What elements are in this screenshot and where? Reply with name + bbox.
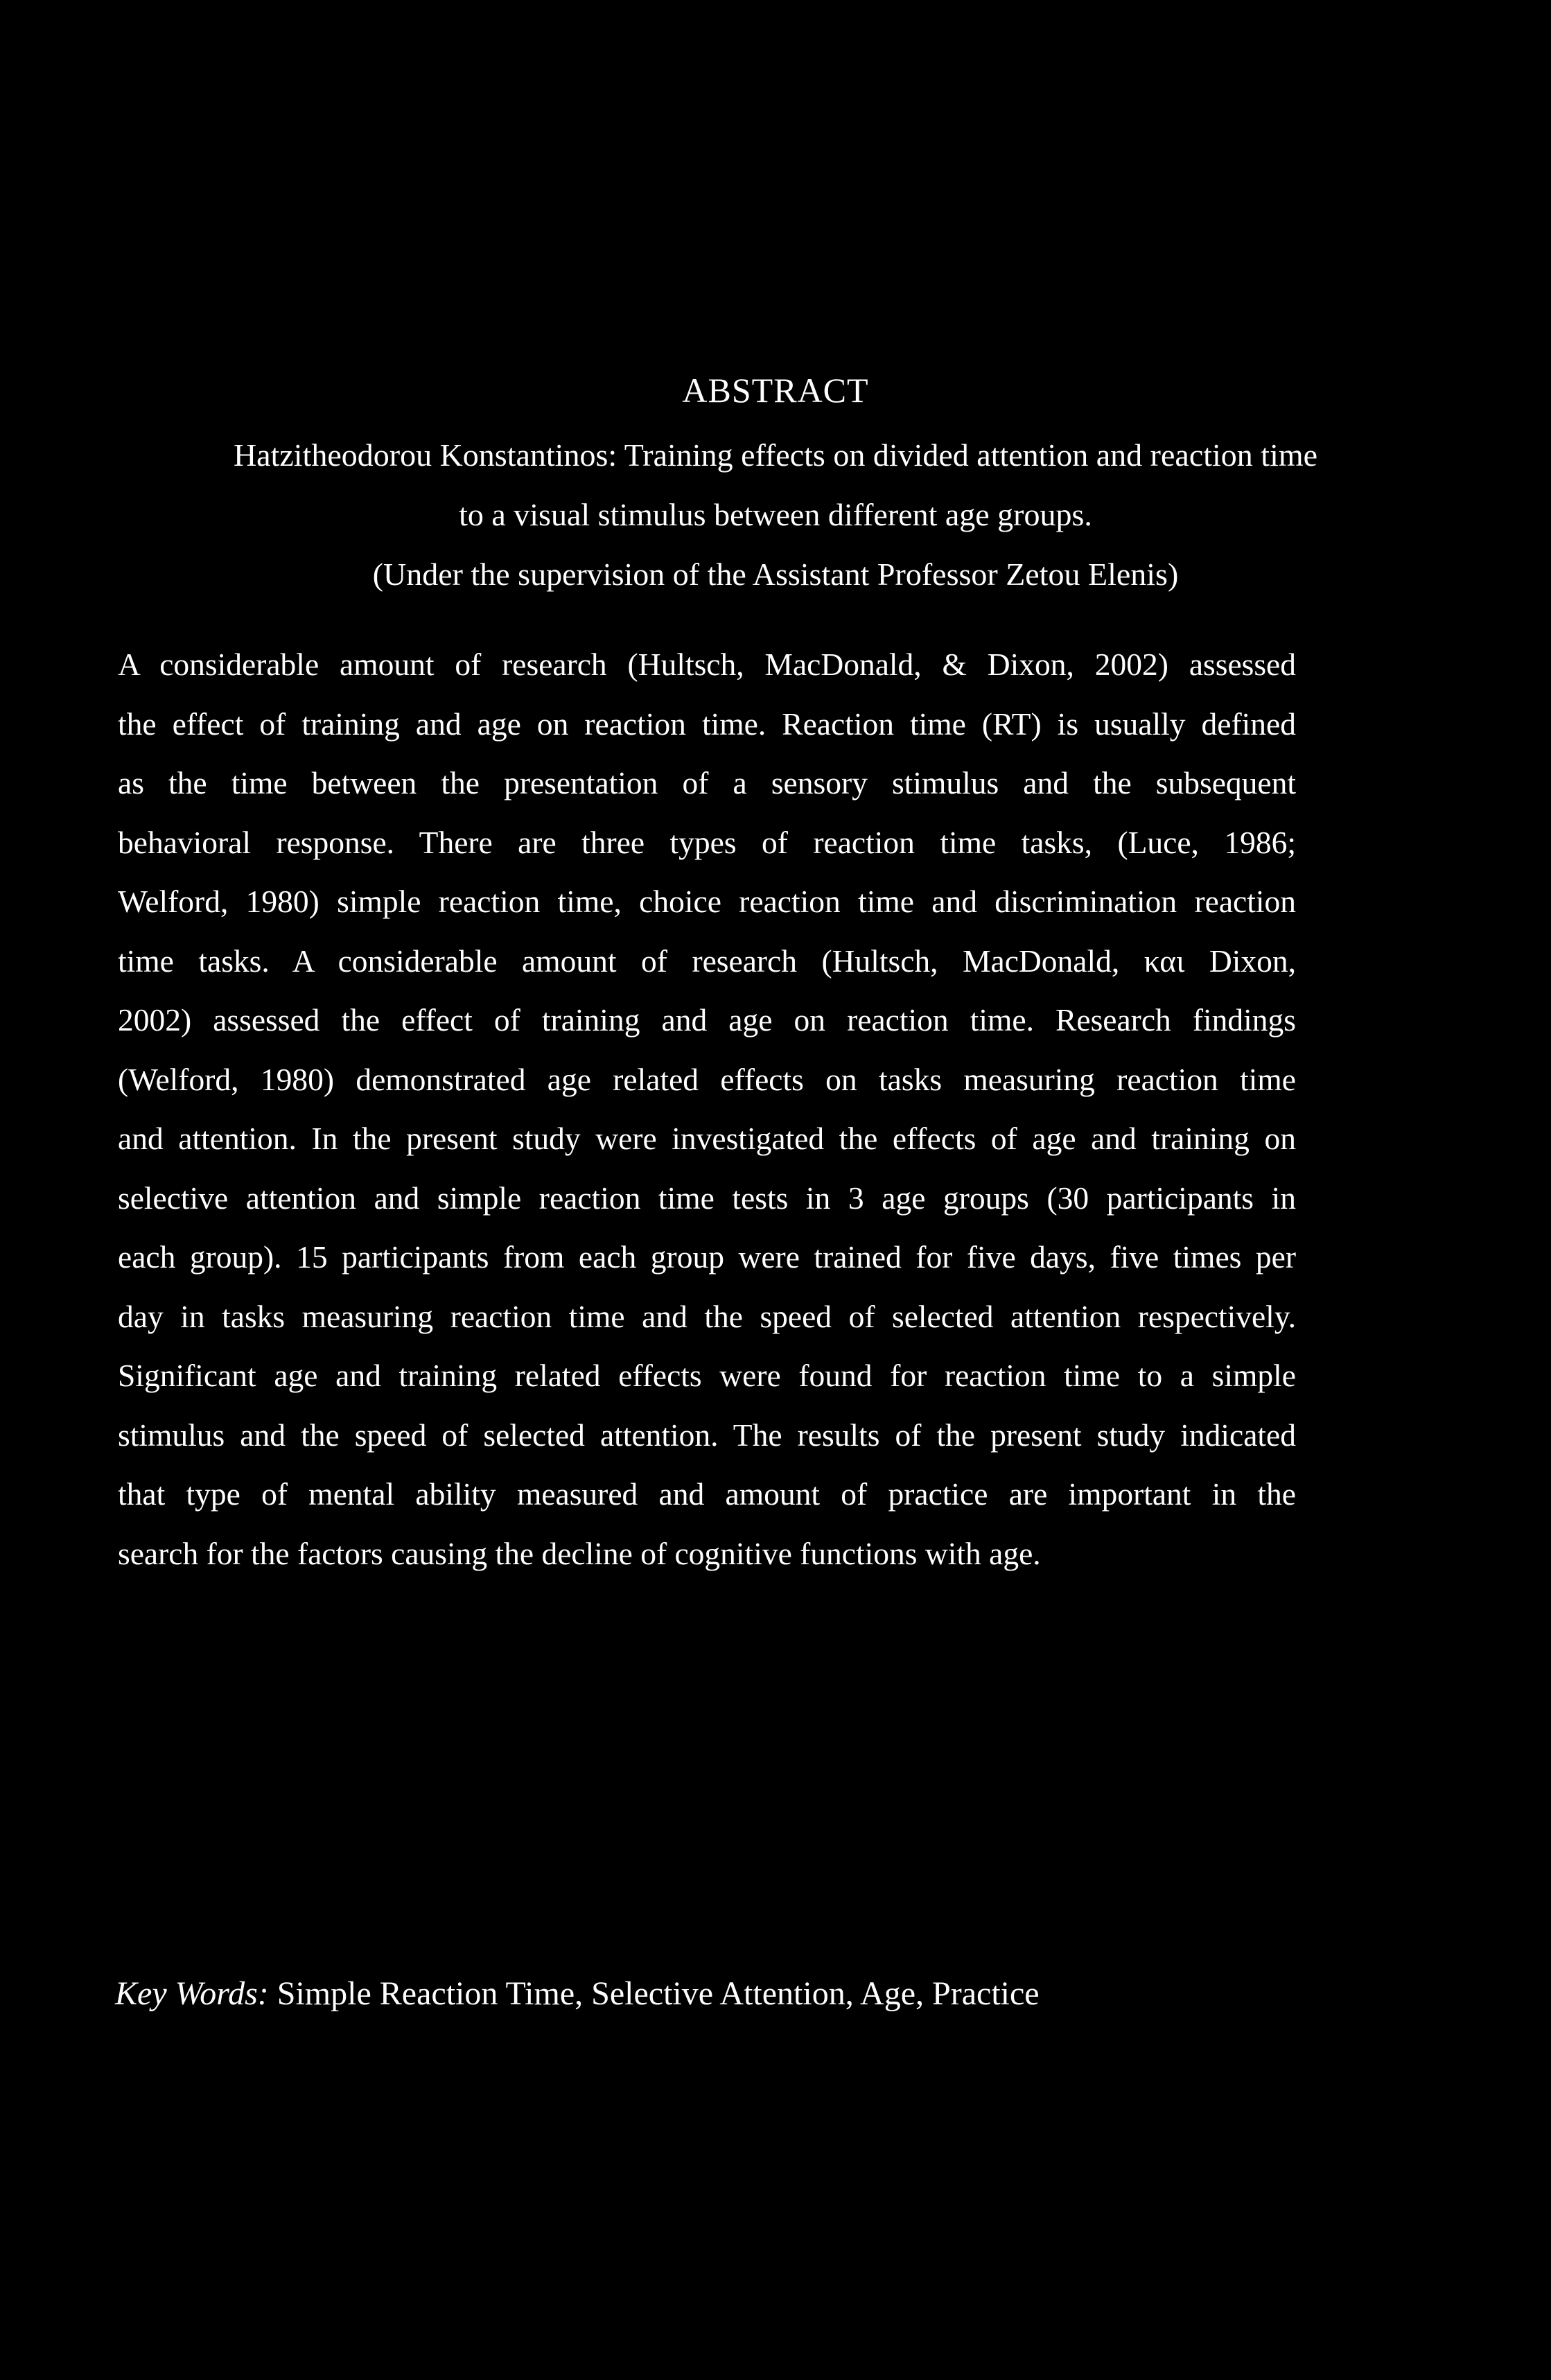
abstract-body-line: 2002) assessed the effect of training and age on reaction time. Research findings [118, 1002, 1296, 1038]
thesis-title-block [83, 426, 1468, 604]
supervision-line: (Under the supervision of the Assistant Professor Zetou Elenis) [372, 557, 1179, 592]
thesis-title-line-1: Hatzitheodorou Konstantinos: Training effects on divided attention and reaction time [233, 437, 1318, 473]
keywords-label: Key Words: [115, 1975, 269, 2012]
abstract-body-line: stimulus and the speed of selected attention. The results of the present study indicated [118, 1417, 1296, 1453]
abstract-body-line: selective attention and simple reaction time tests in 3 age groups (30 participants in [118, 1180, 1296, 1216]
abstract-body-line: time tasks. A considerable amount of research (Hultsch, MacDonald, και Dixon, [118, 943, 1296, 979]
abstract-body-line: A considerable amount of research (Hultsch, MacDonald, & Dixon, 2002) assessed [118, 647, 1296, 682]
keywords-line [115, 1970, 1040, 2018]
abstract-body-line: that type of mental ability measured and amount of practice are important in the [118, 1476, 1296, 1512]
abstract-body-line: and attention. In the present study were investigated the effects of age and training on [118, 1121, 1296, 1156]
thesis-title-line-2: to a visual stimulus between different age groups. [459, 497, 1092, 532]
abstract-body-line: search for the factors causing the decline of cognitive functions with age. [118, 1535, 1041, 1571]
abstract-body-line: (Welford, 1980) demonstrated age related effects on tasks measuring reaction time [118, 1061, 1296, 1097]
abstract-heading: ABSTRACT [682, 371, 869, 410]
abstract-body-line: Significant age and training related effects were found for reaction time to a simple [118, 1358, 1296, 1393]
abstract-body-line: behavioral response. There are three types of reaction time tasks, (Luce, 1986; [118, 824, 1296, 860]
abstract-body-line: Welford, 1980) simple reaction time, choice reaction time and discrimination reaction [118, 884, 1296, 919]
abstract-body [118, 635, 1296, 1583]
abstract-body-line: as the time between the presentation of a sensory stimulus and the subsequent [118, 765, 1296, 800]
abstract-body-line: day in tasks measuring reaction time and the speed of selected attention respectively. [118, 1298, 1296, 1334]
keywords-list: Simple Reaction Time, Selective Attention, Age, Practice [268, 1975, 1040, 2012]
abstract-body-line: each group). 15 participants from each group were trained for five days, five times per [118, 1239, 1296, 1275]
abstract-body-line: the effect of training and age on reaction time. Reaction time (RT) is usually defined [118, 706, 1296, 742]
